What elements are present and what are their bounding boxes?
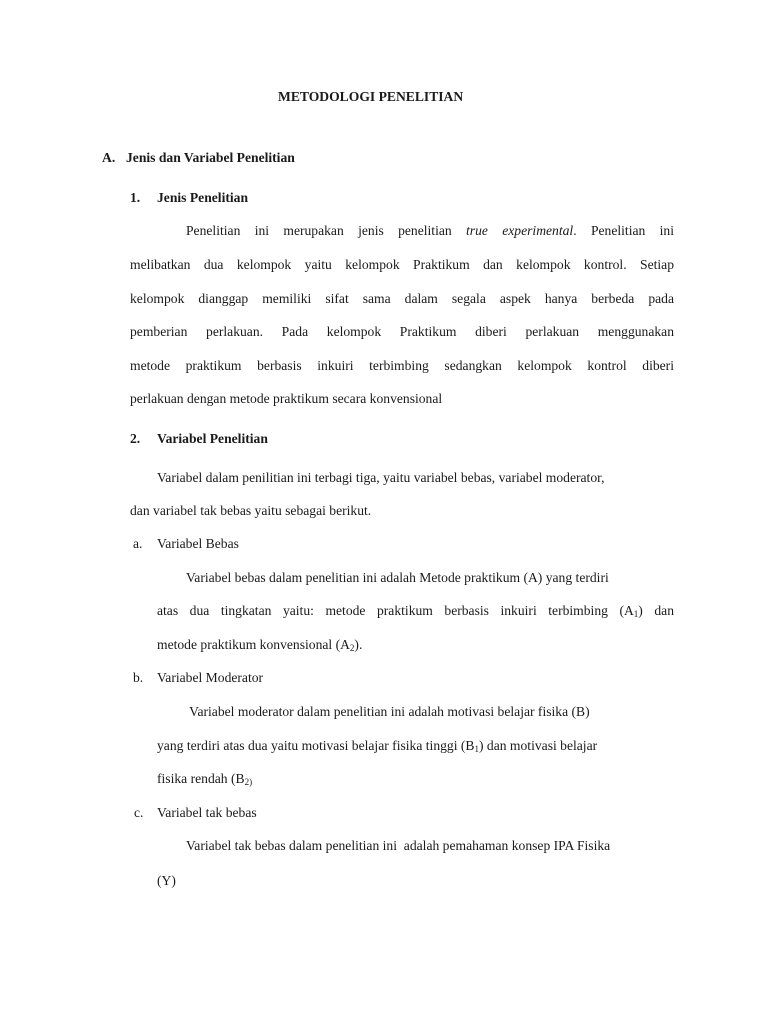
paragraph-line <box>157 737 597 755</box>
page-title: METODOLOGI PENELITIAN <box>278 89 464 104</box>
paragraph-line <box>157 770 252 788</box>
paragraph-line <box>157 602 674 620</box>
subsection-1-marker: 1. <box>130 190 141 205</box>
subscript: 2 <box>349 643 355 653</box>
text-run: fisika rendah (B <box>157 771 245 786</box>
paragraph-line: pemberian perlakuan. Pada kelompok Praktikum diberi perlakuan menggunakan <box>130 324 674 339</box>
item-b-heading: Variabel Moderator <box>157 670 264 685</box>
paragraph-line: Variabel tak bebas dalam penelitian ini adalah pemahaman konsep IPA Fisika <box>186 838 611 853</box>
text-run: atas dua tingkatan yaitu: metode praktikum berbasis inkuiri terbimbing (A <box>157 603 634 618</box>
section-a-heading: Jenis dan Variabel Penelitian <box>126 150 295 165</box>
item-a-marker: a. <box>133 536 143 551</box>
subsection-2-heading: Variabel Penelitian <box>157 431 268 446</box>
item-a-heading: Variabel Bebas <box>157 536 239 551</box>
text-run: ) dan <box>638 603 674 618</box>
subscript: 1 <box>474 744 479 754</box>
paragraph-line: kelompok dianggap memiliki sifat sama dalam segala aspek hanya berbeda pada <box>130 291 674 306</box>
paragraph-line: Variabel dalam penilitian ini terbagi tiga, yaitu variabel bebas, variabel moderator, <box>157 470 605 485</box>
paragraph-line: melibatkan dua kelompok yaitu kelompok Praktikum dan kelompok kontrol. Setiap <box>130 257 674 272</box>
item-c-marker: c. <box>134 805 144 820</box>
subsection-1-heading: Jenis Penelitian <box>157 190 249 205</box>
paragraph-line: (Y) <box>157 873 176 888</box>
item-c-heading: Variabel tak bebas <box>157 805 257 820</box>
paragraph-line: Variabel moderator dalam penelitian ini adalah motivasi belajar fisika (B) <box>186 704 590 719</box>
text-run: ). <box>354 637 363 652</box>
subscript: 1 <box>633 609 639 619</box>
text-run: . Penelitian ini <box>573 223 674 238</box>
paragraph-line: dan variabel tak bebas yaitu sebagai berikut. <box>130 503 372 518</box>
text-run: ) dan motivasi belajar <box>478 738 598 753</box>
paragraph-line <box>157 636 362 654</box>
italic-term: true experimental <box>466 223 574 238</box>
subsection-2-marker: 2. <box>130 431 141 446</box>
section-a-marker: A. <box>102 150 116 165</box>
paragraph-line: perlakuan dengan metode praktikum secara konvensional <box>130 391 443 406</box>
subscript: 2) <box>244 777 253 787</box>
text-run: metode praktikum konvensional (A <box>157 637 350 652</box>
paragraph-line: Variabel bebas dalam penelitian ini adalah Metode praktikum (A) yang terdiri <box>186 570 609 585</box>
paragraph-line: metode praktikum berbasis inkuiri terbimbing sedangkan kelompok kontrol diberi <box>130 358 674 373</box>
item-b-marker: b. <box>133 670 144 685</box>
text-run: Penelitian ini merupakan jenis penelitian <box>186 223 452 238</box>
text-run: yang terdiri atas dua yaitu motivasi belajar fisika tinggi (B <box>157 738 475 753</box>
paragraph-line <box>186 222 674 240</box>
